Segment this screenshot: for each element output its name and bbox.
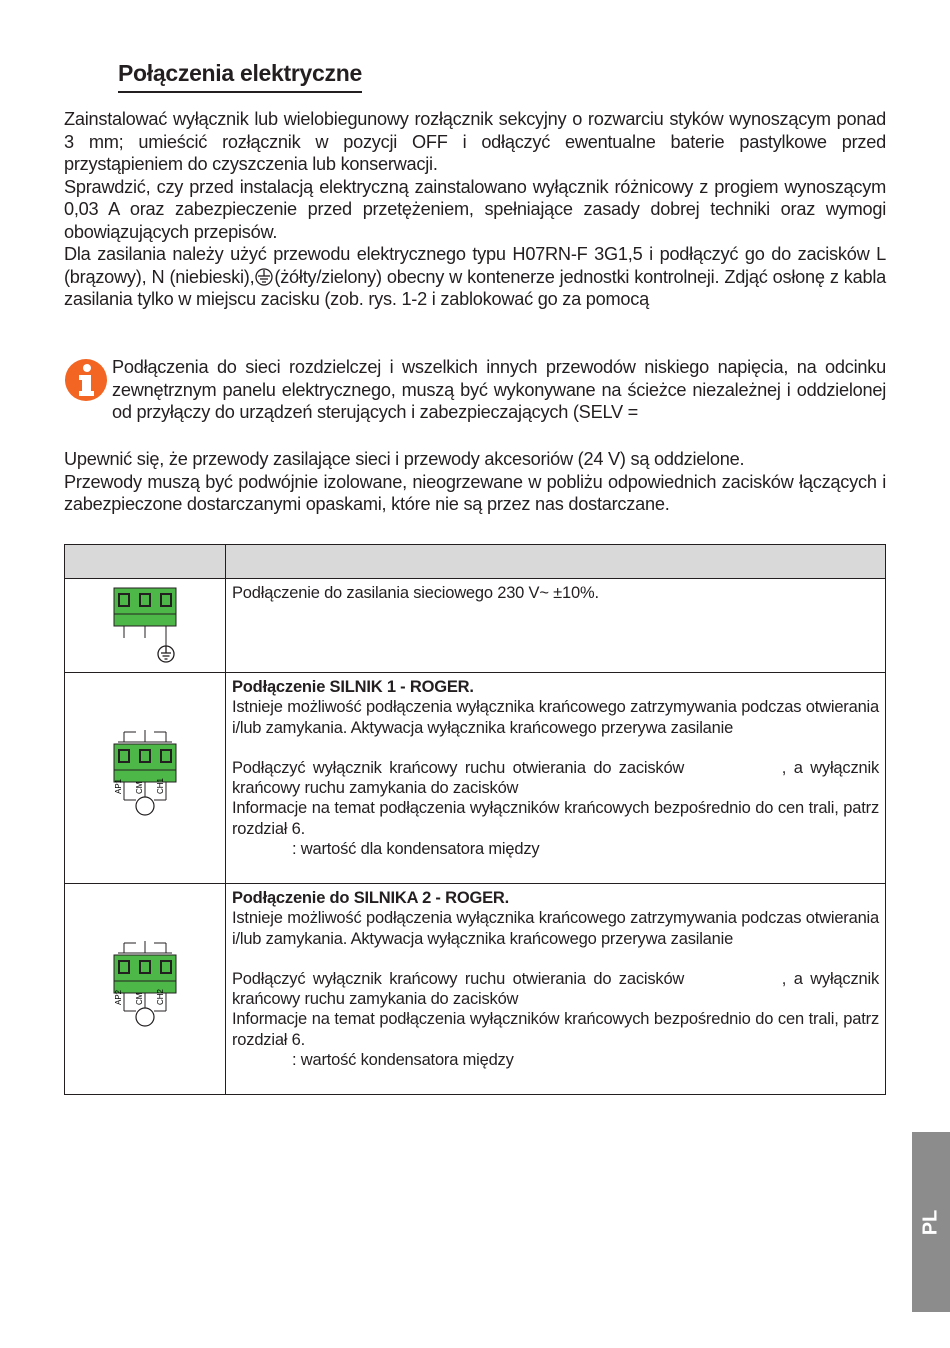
connections-table	[64, 544, 886, 1095]
info-note	[64, 356, 886, 424]
motor2-text-2: Podłączyć wyłącznik krańcowy ruchu otwierania do zacisków , a wyłącznik krańcowy ruchu zamykania do zacisków	[232, 969, 884, 1009]
info-note-text: Podłączenia do sieci rozdzielczej i wszelkich innych przewodów niskiego napięcia, na odcinku zewnętrznym panelu elektrycznego, muszą być wykonywane na ścieżce niezależnej i oddzielonej od przyłączy do urządzeń sterujących i zabezpieczających (SELV =	[112, 357, 886, 422]
info-icon	[64, 358, 108, 402]
power-cable-text-2: (żółty/zielony) obecny w kontenerze jednostki kontrolneji. Zdjąć osłonę z kabla zasilania tylko w miejscu zacisku (zob. rys. 1-2 i zablokować go za pomocą	[64, 266, 886, 309]
motor2-text-4: : wartość kondensatora między	[292, 1051, 514, 1070]
terminal-label-ap2: AP2	[114, 989, 123, 1005]
power-cable-text-1: Dla zasilania należy użyć przewodu elektrycznego typu H07RN-F 3G1,5 i podłączyć go do zacisków L (brązowy), N (niebieski),	[64, 244, 886, 287]
table-header-cell-1	[65, 545, 226, 579]
terminal-label-ch1: CH1	[156, 777, 165, 794]
motor2-text-1: Istnieje możliwość podłączenia wyłącznika krańcowego zatrzymywania podczas otwierania i/lub zamykania. Aktywacja wyłącznika krańcowego przerywa zasilanie	[232, 909, 879, 948]
terminal-label-cm: CM	[135, 992, 144, 1005]
separation-section	[64, 448, 886, 516]
motor1-text-3: Informacje na temat podłączenia wyłączników krańcowych bezpośrednio do cen trali, patrz rozdział 6.	[232, 799, 879, 838]
table-header-row	[65, 545, 886, 579]
description-cell	[226, 673, 886, 884]
motor1-title: Podłączenie SILNIK 1 - ROGER.	[232, 678, 474, 696]
terminal-label-ch2: CH2	[156, 988, 165, 1005]
paragraph-separation: Upewnić się, że przewody zasilające sieci i przewody akcesoriów (24 V) są oddzielone.	[64, 449, 745, 469]
paragraph-power-cable	[64, 243, 886, 311]
power-supply-text: Podłączenie do zasilania sieciowego 230 V~ ±10%.	[232, 584, 599, 602]
terminal-diagram-cell	[65, 884, 226, 1095]
page-title: Połączenia elektryczne	[118, 60, 362, 93]
language-tab	[912, 1132, 950, 1312]
power-terminal-diagram	[110, 584, 180, 666]
motor2-text-3: Informacje na temat podłączenia wyłączników krańcowych bezpośrednio do cen trali, patrz rozdział 6.	[232, 1010, 879, 1049]
terminal-label-cm: CM	[135, 781, 144, 794]
description-cell	[226, 884, 886, 1095]
motor1-text-1: Istnieje możliwość podłączenia wyłącznika krańcowego zatrzymywania podczas otwierania i/lub zamykania. Aktywacja wyłącznika krańcowego przerywa zasilanie	[232, 698, 879, 737]
language-tab-label: PL	[919, 1209, 942, 1235]
intro-section	[64, 108, 886, 311]
description-cell	[226, 579, 886, 673]
motor1-terminal-diagram	[110, 730, 180, 826]
table-header-cell-2	[226, 545, 886, 579]
motor2-terminal-diagram	[110, 941, 180, 1037]
table-row	[65, 579, 886, 673]
table-row	[65, 673, 886, 884]
paragraph-disconnect: Zainstalować wyłącznik lub wielobiegunowy rozłącznik sekcyjny o rozwarciu styków wynoszącym ponad 3 mm; umieścić rozłącznik w pozycji OFF i odłączyć ewentualne baterie pastylkowe przed przystąpieniem do czyszczenia lub konserwacji.	[64, 109, 886, 174]
paragraph-insulation: Przewody muszą być podwójnie izolowane, nieogrzewane w pobliżu odpowiednich zacisków łączących i zabezpieczone dostarczanymi opaskami, które nie są przez nas dostarczane.	[64, 471, 886, 514]
terminal-label-ap1: AP1	[114, 778, 123, 794]
table-row	[65, 884, 886, 1095]
ground-icon	[254, 268, 274, 286]
motor2-title: Podłączenie do SILNIKA 2 - ROGER.	[232, 889, 509, 907]
paragraph-rcd: Sprawdzić, czy przed instalacją elektryczną zainstalowano wyłącznik różnicowy z progiem wynoszącym 0,03 A oraz zabezpieczenie przed przetężeniem, spełniające zasady dobrej techniki oraz wymogi obowiązujących przepisów.	[64, 176, 886, 242]
motor1-text-4: : wartość dla kondensatora między	[292, 840, 540, 859]
motor1-text-2: Podłączyć wyłącznik krańcowy ruchu otwierania do zacisków , a wyłącznik krańcowy ruchu zamykania do zacisków	[232, 758, 884, 798]
terminal-diagram-cell	[65, 579, 226, 673]
terminal-diagram-cell	[65, 673, 226, 884]
